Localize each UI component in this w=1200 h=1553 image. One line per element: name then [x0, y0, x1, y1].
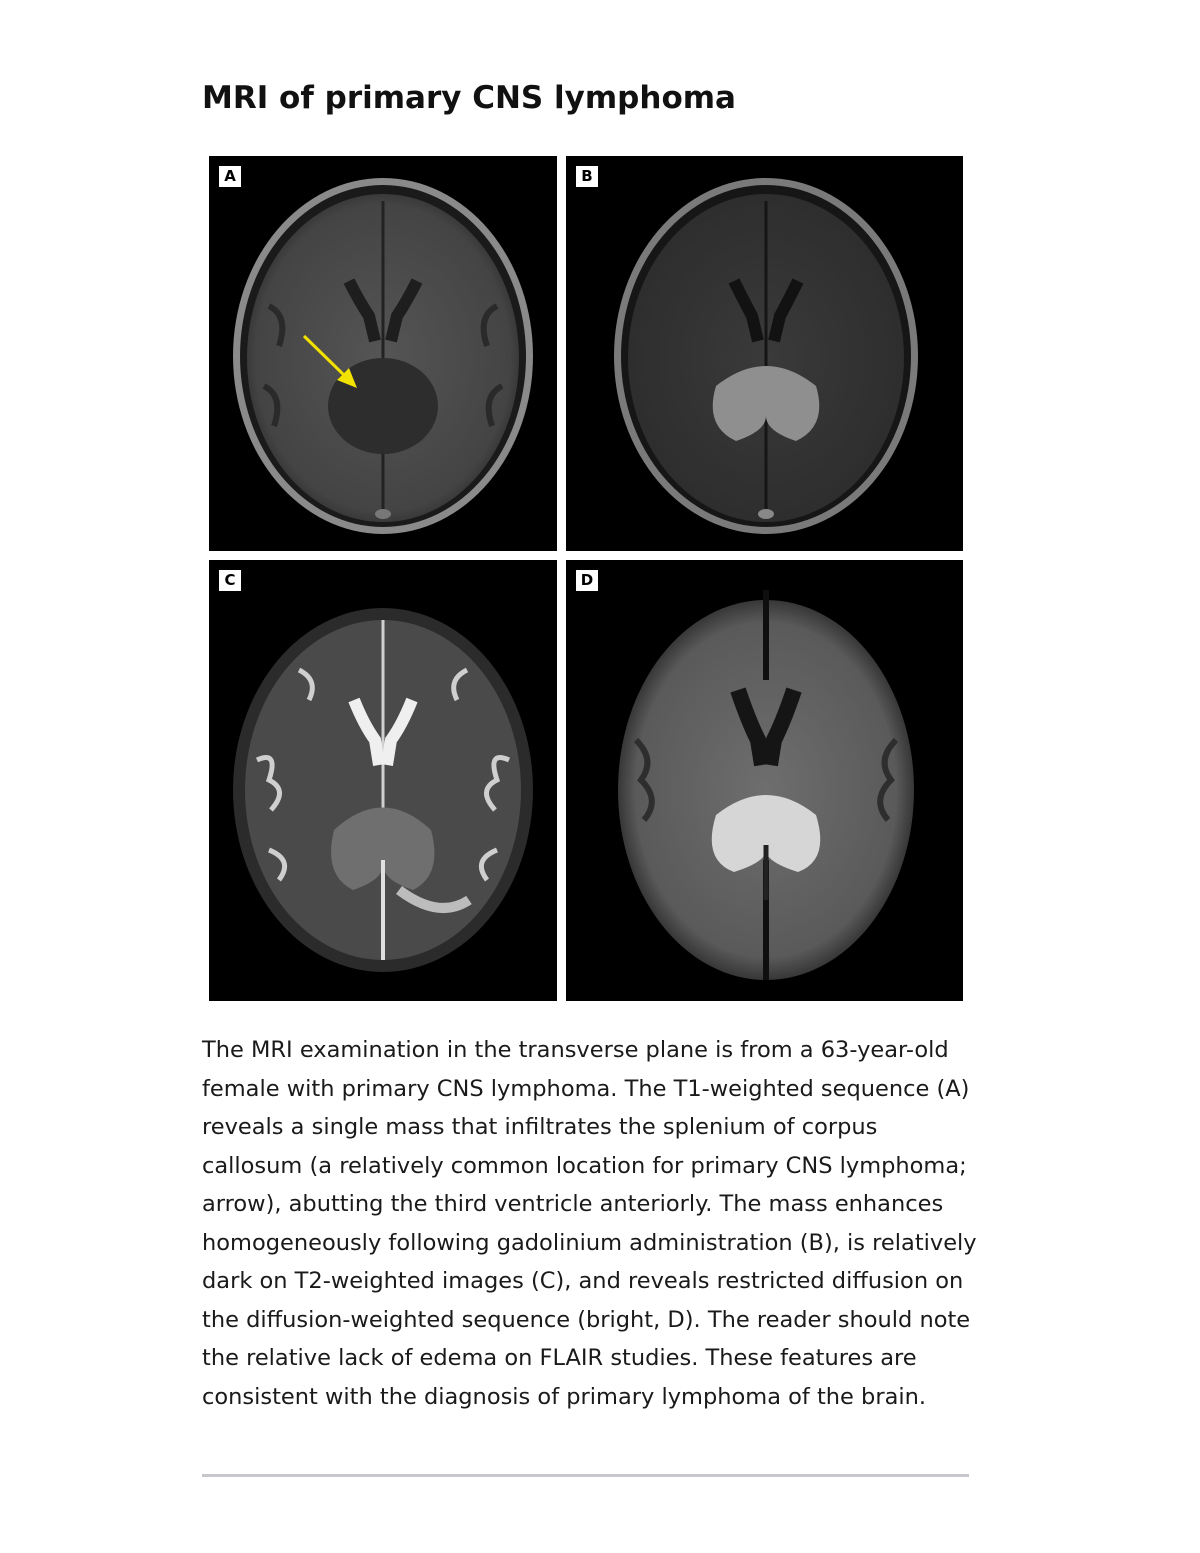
mri-image-t2 [209, 560, 557, 1001]
mri-image-t1-gadolinium [566, 156, 963, 551]
figure-caption: The MRI examination in the transverse plane is from a 63-year-old female with primary CNS lymphoma. The T1-weighted sequence (A) reveals a single mass that infiltrates the splenium of corpus callosum (a relatively common location for primary CNS lymphoma; arrow), abutting the third ventricle anteriorly. The mass enhances homogeneously following gadolinium administration (B), is relatively dark on T2-weighted images (C), and reveals restricted diffusion on the diffusion-weighted sequence (bright, D). The reader should note the relative lack of edema on FLAIR studies. These features are consistent with the diagnosis of primary lymphoma of the brain. [202, 1037, 977, 1410]
mri-figure [209, 156, 964, 1001]
section-divider [202, 1474, 969, 1477]
mri-panel-c [209, 560, 557, 1001]
mri-image-dwi [566, 560, 963, 1001]
mri-panel-b [566, 156, 963, 551]
mri-panel-d [566, 560, 963, 1001]
page-title: MRI of primary CNS lymphoma [202, 80, 736, 116]
panel-label-a: A [219, 166, 241, 187]
mri-image-t1 [209, 156, 557, 551]
panel-label-b: B [576, 166, 598, 187]
panel-label-d: D [576, 570, 598, 591]
panel-label-c: C [219, 570, 241, 591]
mri-panel-a [209, 156, 557, 551]
